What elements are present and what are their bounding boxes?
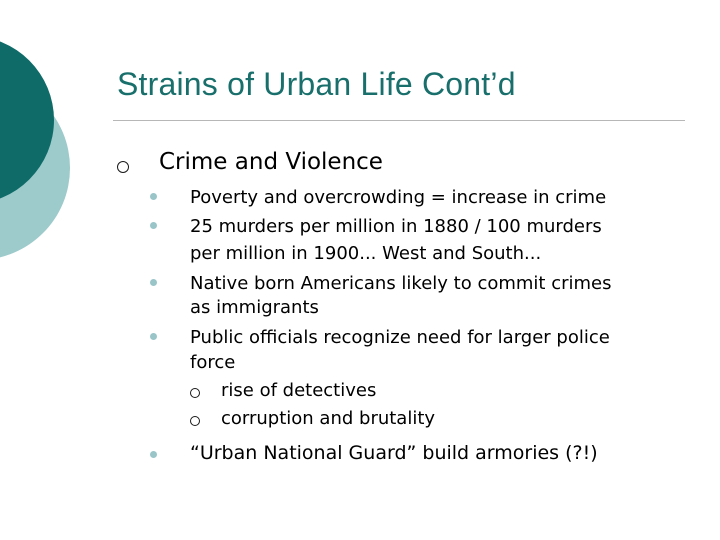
list-item-line: as immigrants [190, 297, 319, 318]
list-item-line: per million in 1900... West and South... [190, 243, 542, 264]
list-item-line: 25 murders per million in 1880 / 100 murders [190, 216, 602, 237]
dot-bullet-icon [150, 451, 157, 458]
dot-bullet-icon [150, 193, 157, 200]
dot-bullet-icon [150, 279, 157, 286]
hollow-circle-bullet-icon [190, 388, 200, 398]
decorative-circles [0, 0, 120, 300]
hollow-circle-bullet-icon [117, 161, 129, 173]
title-divider [113, 120, 685, 121]
hollow-circle-bullet-icon [190, 416, 200, 426]
list-item-line: Public officials recognize need for larger police [190, 327, 610, 348]
dot-bullet-icon [150, 222, 157, 229]
dot-bullet-icon [150, 333, 157, 340]
heading-bullet-text: Crime and Violence [159, 149, 383, 175]
list-item-line: force [190, 352, 236, 373]
slide-title: Strains of Urban Life Cont’d [117, 66, 516, 102]
sub-point-text: corruption and brutality [221, 408, 436, 429]
sub-point-text: rise of detectives [221, 380, 377, 401]
list-item-line: Poverty and overcrowding = increase in crime [190, 187, 607, 208]
list-item-line: Native born Americans likely to commit crimes [190, 273, 612, 294]
list-item-line: “Urban National Guard” build armories (?!) [190, 442, 598, 464]
